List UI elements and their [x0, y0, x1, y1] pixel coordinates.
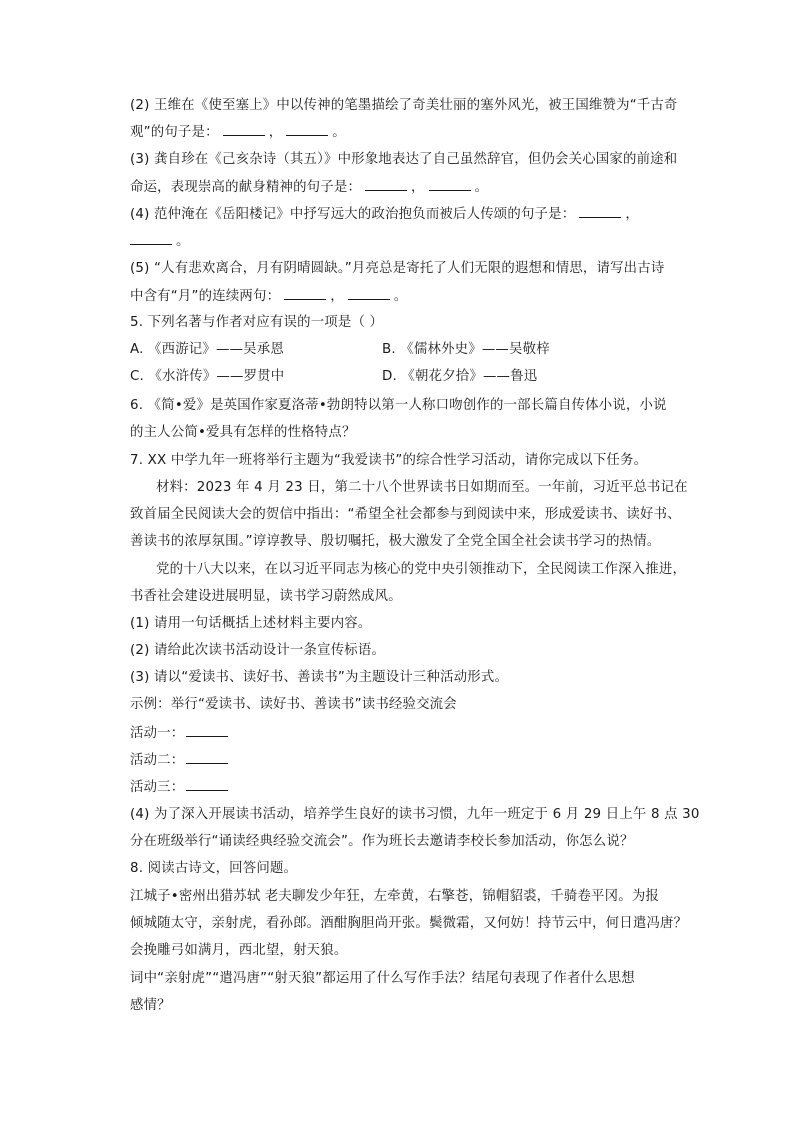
q5-option-d[interactable]: D. 《朝花夕拾》——鲁迅: [382, 369, 538, 384]
q7-material-line3: 善读书的浓厚氛围。”谆谆教导、殷切嘱托，极大激发了全党全国全社会读书学习的热情。: [130, 534, 661, 549]
q5-stem: 5. 下列名著与作者对应有误的一项是（ ）: [130, 315, 384, 330]
answer-blank[interactable]: [186, 723, 228, 737]
q7-activity3: 活动三：: [130, 777, 232, 798]
q8-question-line1: 词中“亲射虎”“遣冯唐”“射天狼”都运用了什么写作手法？结尾句表现了作者什么思想: [130, 971, 635, 986]
q7-material-line1: 材料：2023 年 4 月 23 日，第二十八个世界读书日如期而至。一年前，习近平总书记在: [156, 480, 688, 495]
answer-blank[interactable]: [186, 750, 228, 764]
q4-item2-line1: (2) 王维在《使至塞上》中以传神的笔墨描绘了奇美壮丽的塞外风光，被王国维赞为“千古奇: [130, 98, 678, 113]
q7-task4-line2: 分在班级举行“诵读经典经验交流会”。作为班长去邀请李校长参加活动，你怎么说？: [130, 834, 634, 849]
q7-task2: (2) 请给此次读书活动设计一条宣传标语。: [130, 643, 386, 658]
q4-item2-line2: 观”的句子是： ， 。: [130, 122, 346, 143]
q5-option-b[interactable]: B. 《儒林外史》——吴敬梓: [382, 342, 550, 357]
q4-item3-line2: 命运，表现崇高的献身精神的句子是： ， 。: [130, 177, 488, 198]
q8-poem-line1: 江城子•密州出猎苏轼 老夫聊发少年狂，左牵黄，右擎苍，锦帽貂裘，千骑卷平冈。为报: [130, 889, 659, 904]
answer-blank[interactable]: [223, 122, 265, 136]
answer-blank[interactable]: [348, 286, 390, 300]
q4-item3-line1: (3) 龚自珍在《己亥杂诗（其五）》中形象地表达了自己虽然辞官，但仍会关心国家的前途和: [130, 152, 678, 167]
q7-material-line2: 致首届全民阅读大会的贺信中指出：“希望全社会都参与到阅读中来，形成爱读书、读好书、: [130, 507, 681, 522]
q8-poem-line2: 倾城随太守，亲射虎，看孙郎。酒酣胸胆尚开张。鬓微霜，又何妨！持节云中，何日遣冯唐？: [130, 916, 688, 931]
q5-option-c[interactable]: C. 《水浒传》——罗贯中: [130, 369, 285, 384]
q7-stem: 7. XX 中学九年一班将举行主题为“我爱读书”的综合性学习活动，请你完成以下任务。: [130, 453, 648, 468]
q7-activity1: 活动一：: [130, 723, 232, 744]
q4-item5-line1: (5) “人有悲欢离合，月有阴晴圆缺。”月亮总是寄托了人们无限的遐想和情思，请写出古诗: [130, 261, 665, 276]
answer-blank[interactable]: [286, 122, 328, 136]
q7-task3: (3) 请以“爱读书、读好书、善读书”为主题设计三种活动形式。: [130, 670, 509, 685]
q4-item4-line1: (4) 范仲淹在《岳阳楼记》中抒写远大的政治抱负而被后人传颂的句子是： ，: [130, 204, 639, 225]
q7-task4-line1: (4) 为了深入开展读书活动，培养学生良好的读书习惯，九年一班定于 6 月 29 日上午 8 点 30: [130, 807, 700, 822]
q4-item5-line2: 中含有“月”的连续两句： ， 。: [130, 286, 407, 307]
q8-question-line2: 感情？: [130, 998, 171, 1013]
q7-example: 示例：举行“爱读书、读好书、善读书”读书经验交流会: [130, 697, 457, 712]
answer-blank[interactable]: [429, 177, 471, 191]
q8-poem-line3: 会挽雕弓如满月，西北望，射天狼。: [130, 943, 348, 958]
answer-blank[interactable]: [284, 286, 326, 300]
answer-blank[interactable]: [130, 231, 172, 245]
answer-blank[interactable]: [186, 777, 228, 791]
q5-option-a[interactable]: A. 《西游记》——吴承恩: [130, 342, 284, 357]
q7-material-line5: 书香社会建设进展明显，读书学习蔚然成风。: [130, 589, 402, 604]
q6-line2: 的主人公简•爱具有怎样的性格特点？: [130, 425, 356, 440]
q8-stem: 8. 阅读古诗文，回答问题。: [130, 861, 298, 876]
answer-blank[interactable]: [365, 177, 407, 191]
q7-activity2: 活动二：: [130, 750, 232, 771]
answer-blank[interactable]: [579, 204, 621, 218]
q6-line1: 6. 《简•爱》是英国作家夏洛蒂•勃朗特以第一人称口吻创作的一部长篇自传体小说，小说: [130, 398, 667, 413]
q4-item4-line2: 。: [130, 231, 190, 252]
q7-material-line4: 党的十八大以来，在以习近平同志为核心的党中央引领推动下，全民阅读工作深入推进，: [156, 562, 687, 577]
q7-task1: (1) 请用一句话概括上述材料主要内容。: [130, 616, 372, 631]
